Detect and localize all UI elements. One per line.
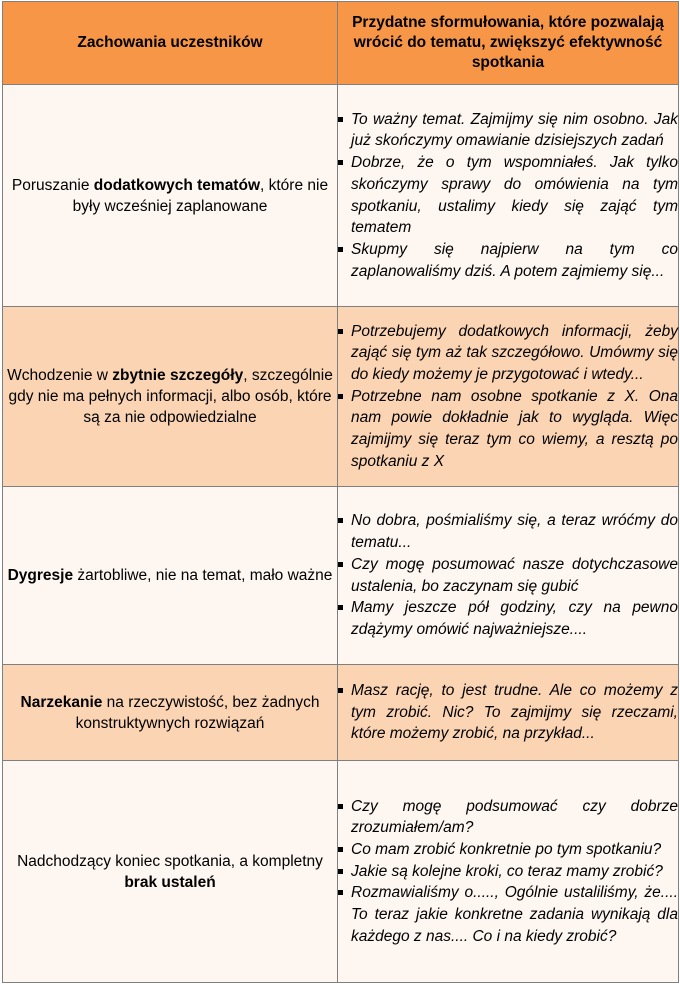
behavior-cell: Dygresje żartobliwe, nie na temat, mało ważne xyxy=(3,487,338,665)
table-row xyxy=(3,487,679,665)
phrase-item: Potrzebne nam osobne spotkanie z X. Ona nam powie dokładnie jak to wygląda. Więc zajmijmy się teraz tym co wiemy, a resztą po spotkaniu z X xyxy=(338,386,678,473)
behavior-cell: Narzekanie na rzeczywistość, bez żadnych konstruktywnych rozwiązań xyxy=(3,665,338,761)
phrases-cell xyxy=(338,665,679,761)
phrases-cell xyxy=(338,307,679,487)
phrase-item: To ważny temat. Zajmijmy się nim osobno. Jak już skończymy omawianie dzisiejszych zadań xyxy=(338,109,678,152)
behavior-keyword: Dygresje xyxy=(7,567,74,584)
behavior-keyword: zbytnie szczegóły xyxy=(112,367,244,384)
header-behaviors: Zachowania uczestników xyxy=(3,2,338,85)
behaviors-table xyxy=(2,1,679,983)
phrases-cell xyxy=(338,487,679,665)
phrase-list xyxy=(338,796,678,948)
phrase-item: Czy mogę podsumować czy dobrze zrozumiałem/am? xyxy=(338,796,678,839)
phrase-item: Potrzebujemy dodatkowych informacji, żeby zająć się tym aż tak szczegółowo. Umówmy się do kiedy możemy je przygotować i wtedy... xyxy=(338,321,678,386)
phrase-item: No dobra, pośmialiśmy się, a teraz wróćmy do tematu... xyxy=(338,510,678,553)
table-row xyxy=(3,307,679,487)
phrase-list xyxy=(338,321,678,473)
phrase-item: Jakie są kolejne kroki, co teraz mamy zrobić? xyxy=(338,861,678,883)
table-row xyxy=(3,665,679,761)
phrase-item: Mamy jeszcze pół godziny, czy na pewno zdążymy omówić najważniejsze.... xyxy=(338,597,678,640)
behavior-cell: Wchodzenie w zbytnie szczegóły, szczególnie gdy nie ma pełnych informacji, albo osób, które są za nie odpowiedzialne xyxy=(3,307,338,487)
header-row xyxy=(3,2,679,85)
phrase-item: Czy mogę posumować nasze dotychczasowe ustalenia, bo zaczynam się gubić xyxy=(338,554,678,597)
behavior-cell: Nadchodzący koniec spotkania, a kompletny brak ustaleń xyxy=(3,761,338,983)
phrase-item: Skupmy się najpierw na tym co zaplanowaliśmy dziś. A potem zajmiemy się... xyxy=(338,239,678,282)
phrase-list xyxy=(338,680,678,745)
behavior-keyword: dodatkowych tematów xyxy=(93,176,260,194)
behavior-keyword: brak ustaleń xyxy=(124,873,216,891)
table-row xyxy=(3,85,679,307)
header-phrases: Przydatne sformułowania, które pozwalają wrócić do tematu, zwiększyć efektywność spotkania xyxy=(338,2,679,85)
phrase-item: Co mam zrobić konkretnie po tym spotkaniu? xyxy=(338,839,678,861)
phrase-item: Dobrze, że o tym wspomniałeś. Jak tylko skończymy sprawy do omówienia na tym spotkaniu, ustalimy kiedy się zająć tym tematem xyxy=(338,152,678,239)
phrase-list xyxy=(338,510,678,640)
behavior-keyword: Narzekanie xyxy=(20,693,103,711)
phrase-item: Masz rację, to jest trudne. Ale co możemy z tym zrobić. Nic? To zajmijmy się rzeczami, które możemy zrobić, na przykład... xyxy=(338,680,678,745)
table-row xyxy=(3,761,679,983)
phrases-cell xyxy=(338,761,679,983)
behavior-cell: Poruszanie dodatkowych tematów, które nie były wcześniej zaplanowane xyxy=(3,85,338,307)
phrases-cell xyxy=(338,85,679,307)
phrase-list xyxy=(338,109,678,283)
phrase-item: Rozmawialiśmy o....., Ogólnie ustaliliśmy, że.... To teraz jakie konkretne zadania wynikają dla każdego z nas.... Co i na kiedy zrobić? xyxy=(338,882,678,947)
